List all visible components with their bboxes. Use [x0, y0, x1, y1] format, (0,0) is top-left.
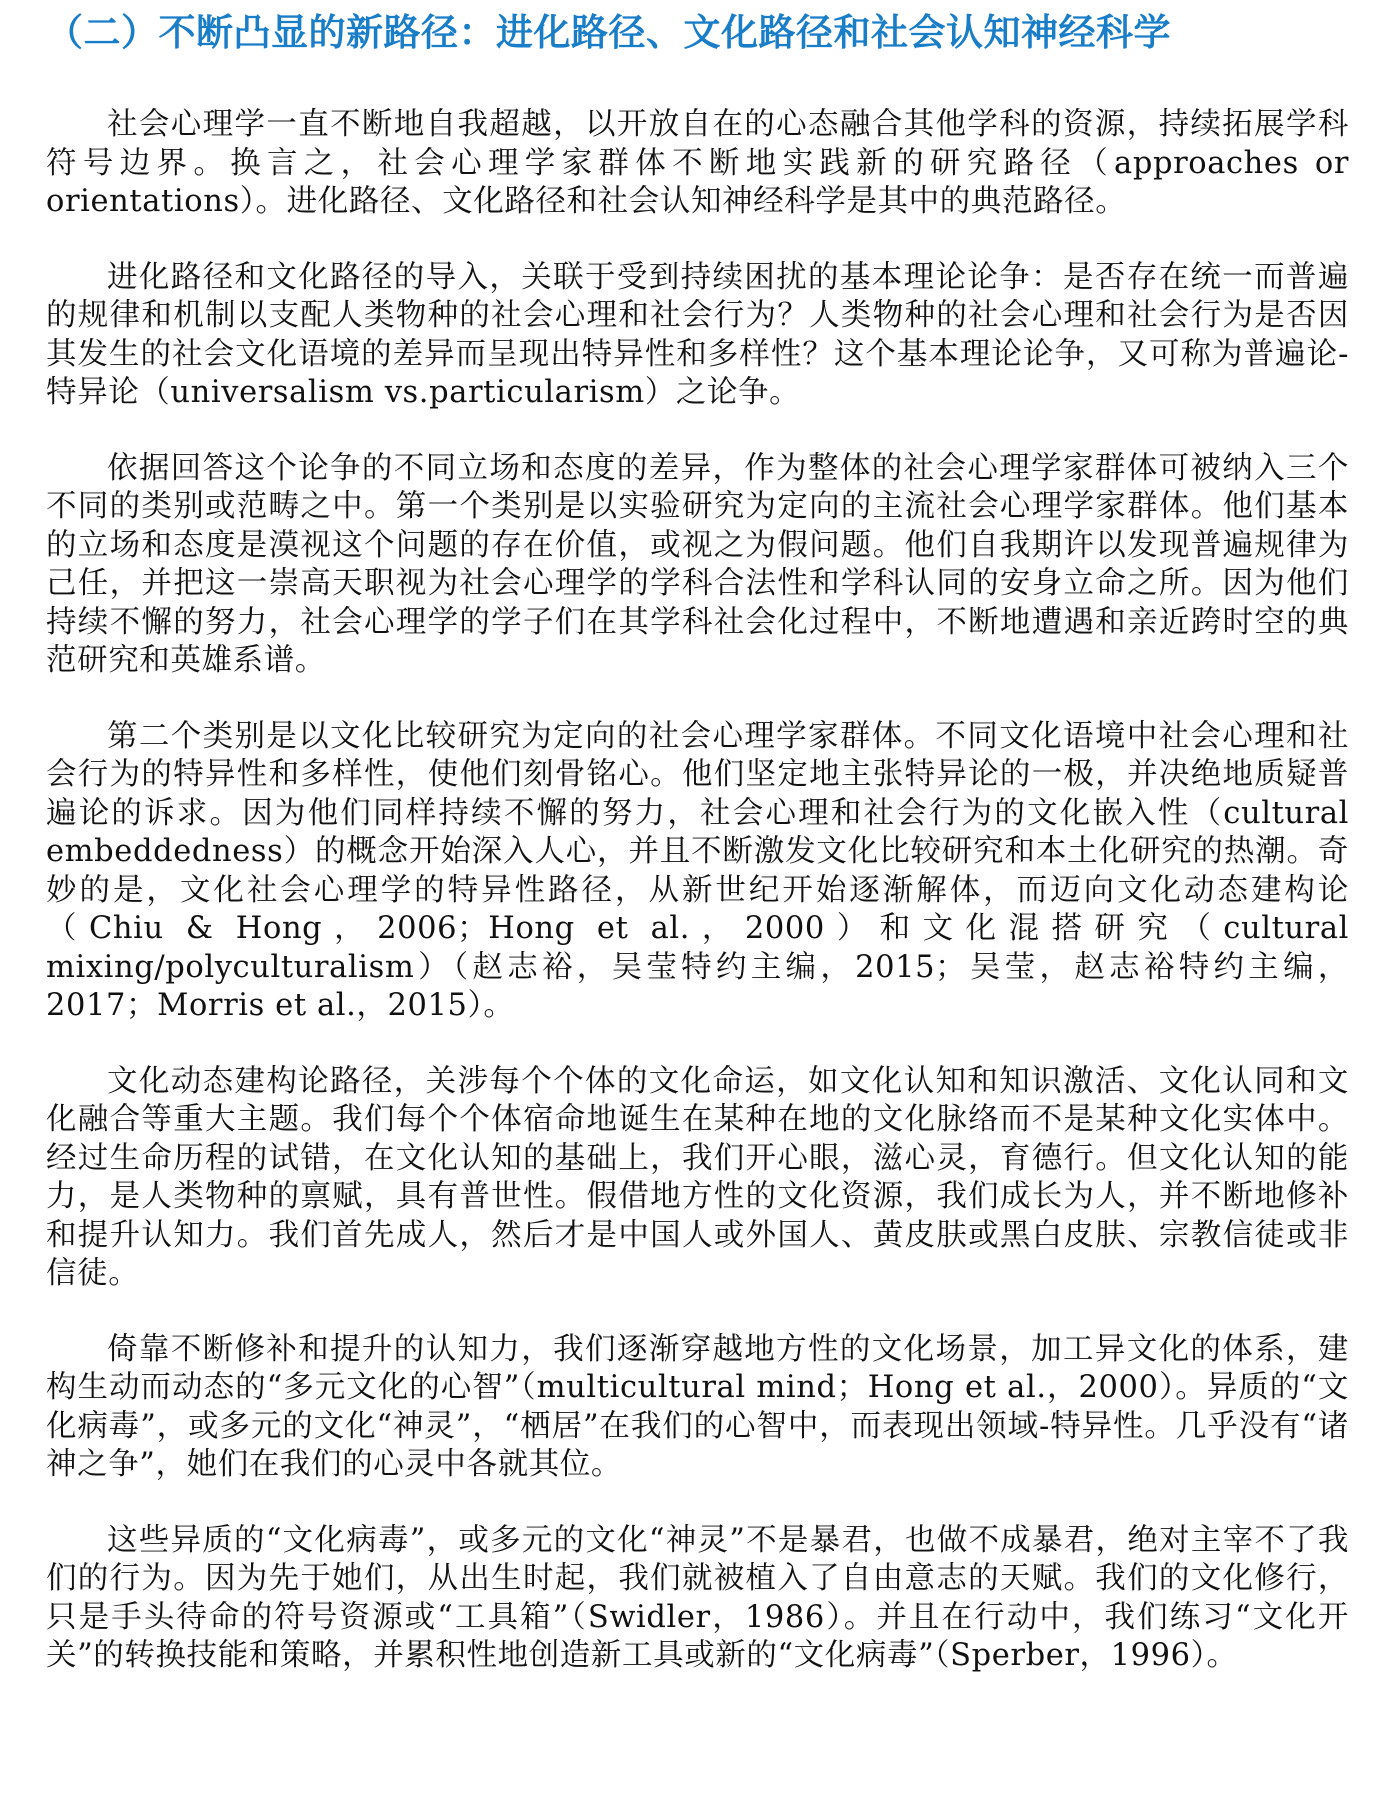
- paragraph-2: 进化路径和文化路径的导入，关联于受到持续困扰的基本理论论争：是否存在统一而普遍的规律和机制以支配人类物种的社会心理和社会行为？人类物种的社会心理和社会行为是否因其发生的社会文化语境的差异而呈现出特异性和多样性？这个基本理论论争，又可称为普遍论-特异论（universalism vs.particularism）之论争。: [46, 259, 1349, 410]
- body-text: [46, 106, 1349, 1676]
- paragraph-7: 这些异质的“文化病毒”，或多元的文化“神灵”不是暴君，也做不成暴君，绝对主宰不了我们的行为。因为先于她们，从出生时起，我们就被植入了自由意志的天赋。我们的文化修行，只是手头待命的符号资源或“工具箱”（Swidler，1986）。并且在行动中，我们练习“文化开关”的转换技能和策略，并累积性地创造新工具或新的“文化病毒”（Sperber，1996）。: [46, 1522, 1349, 1673]
- paragraph-6: 倚靠不断修补和提升的认知力，我们逐渐穿越地方性的文化场景，加工异文化的体系，建构生动而动态的“多元文化的心智”（multicultural mind；Hong et al.，2000）。异质的“文化病毒”，或多元的文化“神灵”，“栖居”在我们的心智中，而表现出领域-特异性。几乎没有“诸神之争”，她们在我们的心灵中各就其位。: [46, 1331, 1349, 1482]
- section-heading: （二）不断凸显的新路径：进化路径、文化路径和社会认知神经科学: [46, 11, 1171, 54]
- paragraph-1: 社会心理学一直不断地自我超越，以开放自在的心态融合其他学科的资源，持续拓展学科符号边界。换言之，社会心理学家群体不断地实践新的研究路径（approaches or orientations）。进化路径、文化路径和社会认知神经科学是其中的典范路径。: [46, 107, 1349, 219]
- paragraph-4: 第二个类别是以文化比较研究为定向的社会心理学家群体。不同文化语境中社会心理和社会行为的特异性和多样性，使他们刻骨铭心。他们坚定地主张特异论的一极，并决绝地质疑普遍论的诉求。因为他们同样持续不懈的努力，社会心理和社会行为的文化嵌入性（cultural embeddedness）的概念开始深入人心，并且不断激发文化比较研究和本土化研究的热潮。奇妙的是，文化社会心理学的特异性路径，从新世纪开始逐渐解体，而迈向文化动态建构论（Chiu & Hong，2006；Hong et al.，2000）和文化混搭研究（cultural mixing/polyculturalism）（赵志裕，吴莹特约主编，2015；吴莹，赵志裕特约主编，2017；Morris et al.，2015）。: [46, 718, 1349, 1023]
- paragraph-3: 依据回答这个论争的不同立场和态度的差异，作为整体的社会心理学家群体可被纳入三个不同的类别或范畴之中。第一个类别是以实验研究为定向的主流社会心理学家群体。他们基本的立场和态度是漠视这个问题的存在价值，或视之为假问题。他们自我期许以发现普遍规律为己任，并把这一崇高天职视为社会心理学的学科合法性和学科认同的安身立命之所。因为他们持续不懈的努力，社会心理学的学子们在其学科社会化过程中，不断地遭遇和亲近跨时空的典范研究和英雄系谱。: [46, 450, 1349, 678]
- paragraph-5: 文化动态建构论路径，关涉每个个体的文化命运，如文化认知和知识激活、文化认同和文化融合等重大主题。我们每个个体宿命地诞生在某种在地的文化脉络而不是某种文化实体中。经过生命历程的试错，在文化认知的基础上，我们开心眼，滋心灵，育德行。但文化认知的能力，是人类物种的禀赋，具有普世性。假借地方性的文化资源，我们成长为人，并不断地修补和提升认知力。我们首先成人，然后才是中国人或外国人、黄皮肤或黑白皮肤、宗教信徒或非信徒。: [46, 1063, 1349, 1291]
